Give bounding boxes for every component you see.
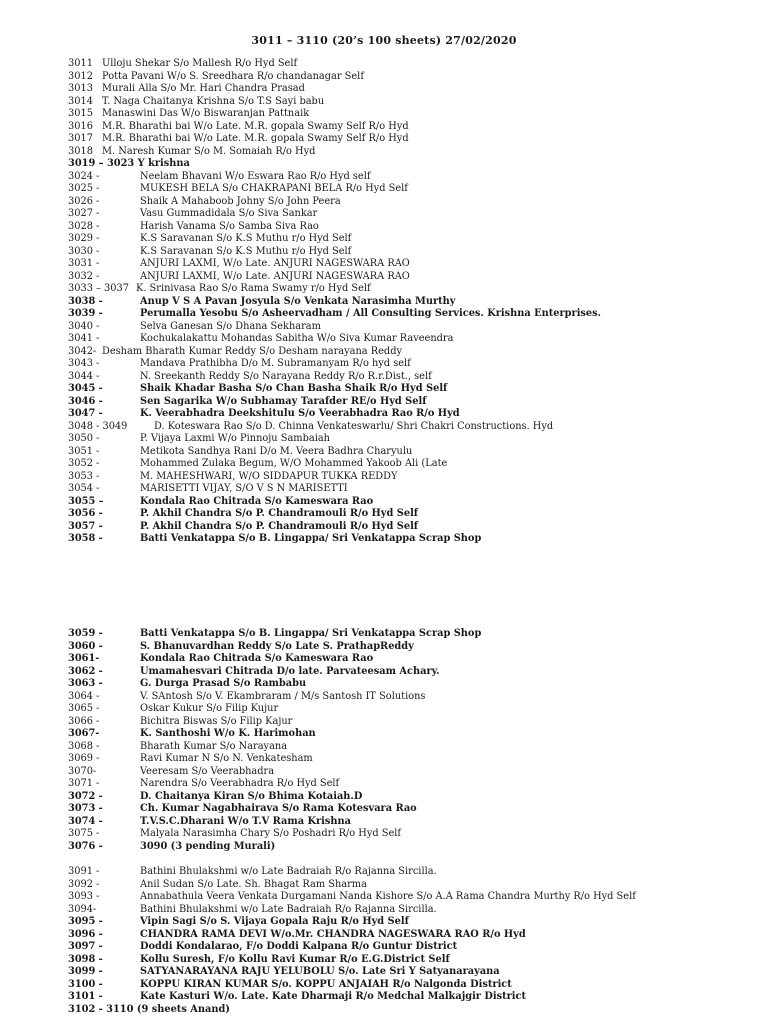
entry-text: S. Bhanuvardhan Reddy S/o Late S. PrathapReddy [140, 640, 414, 652]
entry-row [68, 71, 758, 84]
entry-number: 3043 - [68, 358, 100, 369]
entry-number: 3051 - [68, 445, 100, 457]
entry-text: Manaswini Das W/o Biswaranjan Pattnaik [102, 108, 310, 119]
entry-text: Metikota Sandhya Rani D/o M. Veera Badhra Charyulu [140, 445, 413, 457]
entry-row [68, 521, 758, 534]
entry-row [68, 208, 758, 221]
entry-row [68, 296, 758, 309]
entry-text: N. Sreekanth Reddy S/o Narayana Reddy R/o R.r.Dist., self [140, 370, 432, 382]
entry-text: Desham Bharath Kumar Reddy S/o Desham narayana Reddy [102, 345, 403, 357]
entry-number: 3038 - [68, 295, 103, 307]
entry-text: Bharath Kumar S/o Narayana [140, 740, 288, 752]
entry-text: Anup V S A Pavan Josyula S/o Venkata Narasimha Murthy [140, 295, 456, 307]
entry-number: 3031 - [68, 258, 100, 269]
entry-text: Shaik A Mahaboob Johny S/o John Peera [140, 195, 341, 207]
entry-row [68, 321, 758, 334]
entry-number: 3024 - [68, 170, 100, 182]
entry-number: 3032 - [68, 270, 100, 282]
entry-row [68, 753, 758, 766]
entry-number: 3067- [68, 728, 100, 739]
entry-row [68, 703, 758, 716]
entry-number: 3098 - [68, 953, 103, 965]
entry-row [68, 533, 758, 546]
entry-row [68, 841, 758, 854]
entry-number: 3071 - [68, 778, 100, 789]
entry-row [68, 371, 758, 384]
entry-text: Narendra S/o Veerabhadra R/o Hyd Self [140, 778, 340, 789]
entry-number: 3057 - [68, 520, 103, 532]
entry-row [68, 346, 758, 359]
entry-number: 3041 - [68, 333, 100, 344]
entry-row [68, 966, 758, 979]
entry-text: ANJURI LAXMI, W/o Late. ANJURI NAGESWARA RAO [140, 258, 410, 269]
entry-row [68, 653, 758, 666]
entry-number: 3016 [68, 120, 93, 132]
entry-number: 3068 - [68, 740, 100, 752]
entry-number: 3066 - [68, 715, 100, 727]
entry-text: Kondala Rao Chitrada S/o Kameswara Rao [140, 653, 374, 664]
entry-number: 3054 - [68, 483, 100, 494]
entry-text: ANJURI LAXMI, W/o Late. ANJURI NAGESWARA RAO [140, 270, 410, 282]
entry-text: Murali Alla S/o Mr. Hari Chandra Prasad [102, 83, 305, 94]
entry-number: 3101 - [68, 991, 103, 1002]
entry-row [68, 741, 758, 754]
entry-row [68, 183, 758, 196]
entry-text: M.R. Bharathi bai W/o Late. M.R. gopala Swamy Self R/o Hyd [102, 133, 409, 144]
entry-number: 3027 - [68, 208, 100, 219]
entry-text: T. Naga Chaitanya Krishna S/o T.S Sayi babu [102, 95, 325, 107]
entry-text: Kollu Suresh, F/o Kollu Ravi Kumar R/o E.G.District Self [140, 953, 450, 965]
entry-row [68, 508, 758, 521]
entry-text: Selva Ganesan S/o Dhana Sekharam [140, 320, 321, 332]
entry-row [68, 433, 758, 446]
entry-row [68, 471, 758, 484]
entry-row [68, 941, 758, 954]
entry-text: Doddi Kondalarao, F/o Doddi Kalpana R/o Guntur District [140, 941, 458, 952]
entry-number: 3076 - [68, 840, 103, 852]
entry-text: P. Akhil Chandra S/o P. Chandramouli R/o Hyd Self [140, 508, 419, 519]
entry-row [68, 929, 758, 942]
entry-text: Veeresam S/o Veerabhadra [140, 765, 275, 777]
entry-text: M.R. Bharathi bai W/o Late. M.R. gopala Swamy Self R/o Hyd [102, 120, 409, 132]
entry-row [68, 678, 758, 691]
entry-number: 3058 - [68, 533, 103, 544]
entries-section-3 [68, 866, 758, 1016]
entry-row [68, 333, 758, 346]
entry-row [68, 383, 758, 396]
entry-number: 3014 [68, 95, 93, 107]
entry-row [68, 283, 758, 296]
entry-row [68, 904, 758, 917]
entry-text: CHANDRA RAMA DEVI W/o.Mr. CHANDRA NAGESWARA RAO R/o Hyd [140, 928, 526, 940]
entry-number: 3075 - [68, 828, 100, 839]
entry-number: 3018 [68, 145, 93, 157]
entry-row [68, 803, 758, 816]
entry-number: 3013 [68, 83, 93, 94]
entry-text: Malyala Narasimha Chary S/o Poshadri R/o Hyd Self [140, 828, 402, 839]
entry-text: Harish Vanama S/o Samba Siva Rao [140, 220, 319, 232]
entry-row [68, 271, 758, 284]
entry-number: 3099 - [68, 966, 103, 977]
entry-text: Kochukalakattu Mohandas Sabitha W/o Siva Kumar Raveendra [140, 333, 454, 344]
entry-text: Vipin Sagi S/o S. Vijaya Gopala Raju R/o Hyd Self [140, 916, 409, 927]
entry-number: 3091 - [68, 866, 100, 877]
entry-text: K.S Saravanan S/o K.S Muthu r/o Hyd Self [140, 245, 352, 257]
entry-text: MARISETTI VIJAY, S/O V S N MARISETTI [140, 483, 348, 494]
entry-number: 3012 [68, 70, 93, 82]
entry-text: Umamahesvari Chitrada D/o late. Parvateesam Achary. [140, 665, 440, 677]
entry-text: K. Srinivasa Rao S/o Rama Swamy r/o Hyd Self [136, 283, 371, 294]
entry-text: Vasu Gummadidala S/o Siva Sankar [140, 208, 318, 219]
entry-number: 3072 - [68, 790, 103, 802]
entry-number: 3064 - [68, 690, 100, 702]
entry-number: 3059 - [68, 628, 103, 639]
entry-text: Kondala Rao Chitrada S/o Kameswara Rao [140, 495, 374, 507]
entry-text: Ch. Kumar Nagabhairava S/o Rama Kotesvara Rao [140, 803, 417, 814]
entry-text: M. MAHESHWARI, W/O SIDDAPUR TUKKA REDDY [140, 470, 398, 482]
entry-number: 3096 - [68, 928, 103, 940]
entry-number: 3017 [68, 133, 93, 144]
entry-row [68, 483, 758, 496]
entry-row [68, 171, 758, 184]
entry-text: P. Vijaya Laxmi W/o Pinnoju Sambaiah [140, 433, 330, 444]
entry-text: Sen Sagarika W/o Subhamay Tarafder RE/o Hyd Self [140, 395, 427, 407]
entry-text: Bathini Bhulakshmi w/o Late Badraiah R/o Rajanna Sircilla. [140, 866, 437, 877]
entry-text: K.S Saravanan S/o K.S Muthu r/o Hyd Self [140, 233, 352, 244]
entry-number: 3055 – [68, 495, 104, 507]
entry-number: 3029 - [68, 233, 100, 244]
entry-number: 3093 - [68, 891, 100, 902]
entry-row [68, 641, 758, 654]
entry-number: 3026 - [68, 195, 100, 207]
entry-row [68, 991, 758, 1004]
entries-section-2 [68, 628, 758, 853]
entry-text: Perumalla Yesobu S/o Asheervadham / All Consulting Services. Krishna Enterprises. [140, 308, 602, 319]
entry-row [68, 83, 758, 96]
entry-number: 3073 - [68, 803, 103, 814]
entry-row [68, 396, 758, 409]
entry-number: 3030 - [68, 245, 100, 257]
entry-number: 3074 - [68, 815, 103, 827]
entry-number: 3045 - [68, 383, 103, 394]
entry-number: 3065 - [68, 703, 100, 714]
entry-text: M. Naresh Kumar S/o M. Somaiah R/o Hyd [102, 145, 316, 157]
entry-row [68, 716, 758, 729]
entries-section-1 [68, 58, 758, 546]
entry-row [68, 458, 758, 471]
entry-text: K. Veerabhadra Deekshitulu S/o Veerabhadra Rao R/o Hyd [140, 408, 460, 419]
entry-number: 3042- [68, 345, 97, 357]
entry-number: 3056 - [68, 508, 103, 519]
entry-row [68, 891, 758, 904]
entry-number: 3046 - [68, 395, 103, 407]
entry-number: 3061- [68, 653, 100, 664]
entry-number: 3063 - [68, 678, 103, 689]
entry-row [68, 58, 758, 71]
entry-number: 3011 [68, 58, 93, 69]
entry-number: 3070- [68, 765, 97, 777]
entry-row [68, 496, 758, 509]
entry-number: 3060 - [68, 640, 103, 652]
entry-text: Potta Pavani W/o S. Sreedhara R/o chandanagar Self [102, 70, 364, 82]
entry-row [68, 196, 758, 209]
entry-row [68, 408, 758, 421]
entry-row [68, 221, 758, 234]
entry-number: 3069 - [68, 753, 100, 764]
entry-number: 3094- [68, 903, 97, 915]
entry-row [68, 791, 758, 804]
entry-row [68, 446, 758, 459]
entry-number: 3095 - [68, 916, 103, 927]
entry-row [68, 146, 758, 159]
entry-number: 3053 - [68, 470, 100, 482]
entry-text: Batti Venkatappa S/o B. Lingappa/ Sri Venkatappa Scrap Shop [140, 533, 482, 544]
entry-text: Ravi Kumar N S/o N. Venkatesham [140, 753, 313, 764]
entry-text: Kate Kasturi W/o. Late. Kate Dharmaji R/o Medchal Malkajgir District [140, 991, 527, 1002]
entry-text: KOPPU KIRAN KUMAR S/o. KOPPU ANJAIAH R/o Nalgonda District [140, 978, 512, 990]
entry-row [68, 358, 758, 371]
entry-text: Batti Venkatappa S/o B. Lingappa/ Sri Venkatappa Scrap Shop [140, 628, 482, 639]
entry-row [68, 728, 758, 741]
entry-number: 3050 - [68, 433, 100, 444]
entry-row [68, 158, 758, 171]
entry-text: K. Santhoshi W/o K. Harimohan [140, 728, 316, 739]
entry-text: 3090 (3 pending Murali) [140, 840, 276, 852]
entry-text: Annabathula Veera Venkata Durgamani Nanda Kishore S/o A.A Rama Chandra Murthy R/o Hyd Self [140, 891, 636, 902]
entry-number: 3052 - [68, 458, 100, 469]
entry-text: Bichitra Biswas S/o Filip Kajur [140, 715, 293, 727]
entry-number: 3097 - [68, 941, 103, 952]
entry-row [68, 766, 758, 779]
entry-number: 3033 – 3037 [68, 283, 129, 294]
entry-number: 3028 - [68, 220, 100, 232]
entry-row [68, 628, 758, 641]
entry-row [68, 246, 758, 259]
entry-number: 3100 - [68, 978, 103, 990]
entry-number: 3102 - 3110 (9 sheets Anand) [68, 1003, 230, 1015]
entry-row [68, 828, 758, 841]
entry-text: MUKESH BELA S/o CHAKRAPANI BELA R/o Hyd Self [140, 183, 408, 194]
entry-row [68, 916, 758, 929]
entry-text: Neelam Bhavani W/o Eswara Rao R/o Hyd self [140, 170, 371, 182]
document-title: 3011 – 3110 (20’s 100 sheets) 27/02/2020 [251, 34, 517, 47]
entry-row [68, 96, 758, 109]
entry-row [68, 816, 758, 829]
entry-row [68, 691, 758, 704]
entry-text: T.V.S.C.Dharani W/o T.V Rama Krishna [140, 815, 351, 827]
entry-row [68, 879, 758, 892]
entry-text: D. Koteswara Rao S/o D. Chinna Venkateswarlu/ Shri Chakri Constructions. Hyd [154, 420, 554, 432]
entry-number: 3025 - [68, 183, 100, 194]
entry-text: SATYANARAYANA RAJU YELUBOLU S/o. Late Sri Y Satyanarayana [140, 966, 500, 977]
entry-row [68, 1004, 758, 1017]
entry-number: 3062 - [68, 665, 103, 677]
entry-row [68, 258, 758, 271]
entry-number: 3092 - [68, 878, 100, 890]
entry-text: Shaik Khadar Basha S/o Chan Basha Shaik R/o Hyd Self [140, 383, 448, 394]
entry-row [68, 666, 758, 679]
entry-text: Mohammed Zulaka Begum, W/O Mohammed Yakoob Ali (Late [140, 458, 448, 469]
entry-number: 3048 - 3049 [68, 420, 128, 432]
entry-text: G. Durga Prasad S/o Rambabu [140, 678, 307, 689]
entry-row [68, 108, 758, 121]
entry-text: P. Akhil Chandra S/o P. Chandramouli R/o Hyd Self [140, 520, 419, 532]
entry-text: D. Chaitanya Kiran S/o Bhima Kotaiah.D [140, 790, 363, 802]
entry-text: V. SAntosh S/o V. Ekambraram / M/s Santosh IT Solutions [140, 690, 426, 702]
entry-row [68, 954, 758, 967]
entry-row [68, 421, 758, 434]
entry-number: 3047 - [68, 408, 103, 419]
entry-number: 3015 [68, 108, 93, 119]
entry-text: Anil Sudan S/o Late. Sh. Bhagat Ram Sharma [140, 878, 367, 890]
entry-row [68, 866, 758, 879]
entry-text: Oskar Kukur S/o Filip Kujur [140, 703, 279, 714]
entry-number: 3040 - [68, 320, 100, 332]
entry-text: Ulloju Shekar S/o Mallesh R/o Hyd Self [102, 58, 298, 69]
entry-text: Mandava Prathibha D/o M. Subramanyam R/o hyd self [140, 358, 411, 369]
entry-number: 3039 - [68, 308, 103, 319]
entry-row [68, 778, 758, 791]
entry-row [68, 233, 758, 246]
entry-row [68, 308, 758, 321]
entry-number: 3019 – 3023 Y krishna [68, 158, 190, 169]
entry-row [68, 979, 758, 992]
entry-row [68, 121, 758, 134]
entry-text: Bathini Bhulakshmi w/o Late Badraiah R/o Rajanna Sircilla. [140, 903, 437, 915]
entry-number: 3044 - [68, 370, 100, 382]
entry-row [68, 133, 758, 146]
